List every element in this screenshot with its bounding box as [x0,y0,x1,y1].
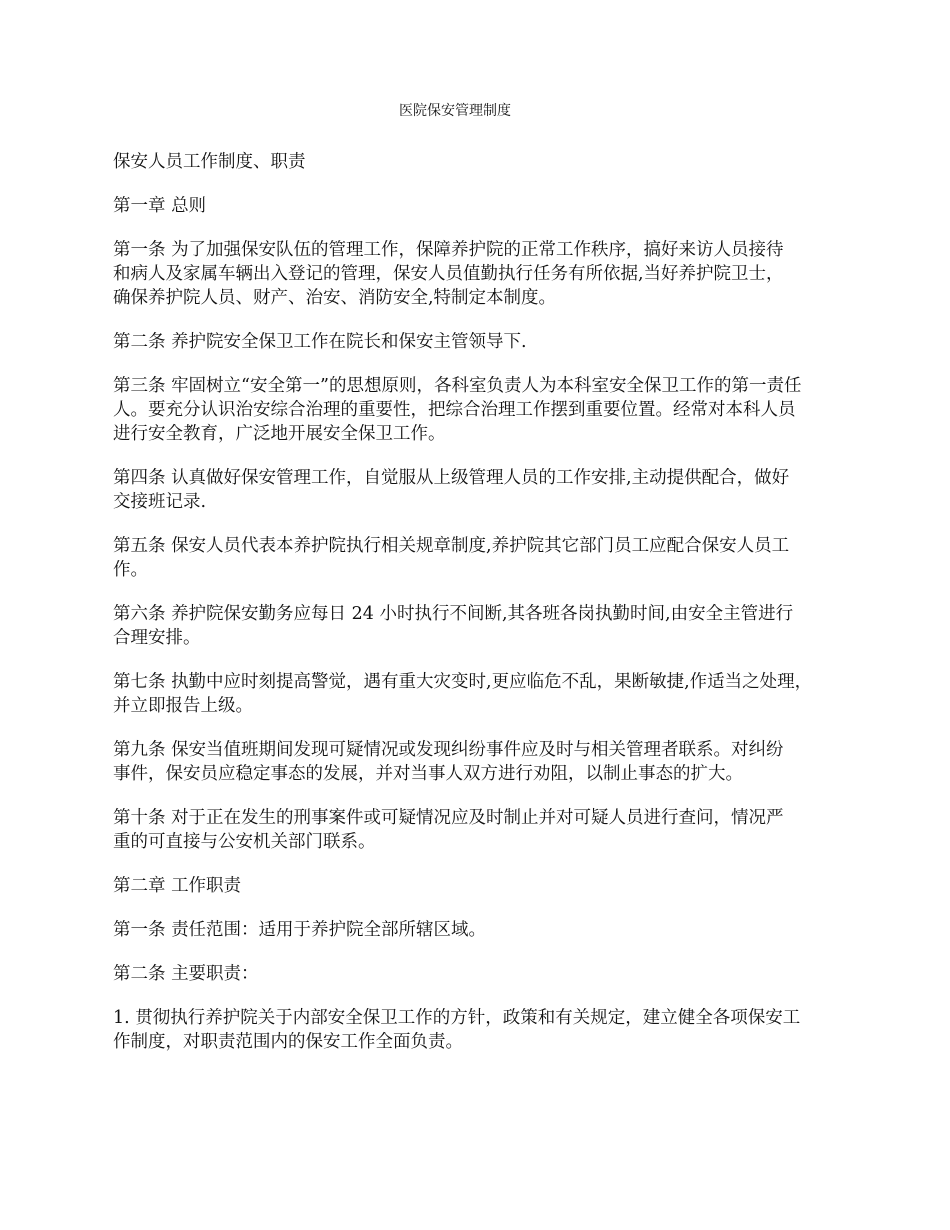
paragraph [113,602,853,650]
document-title: 医院保安管理制度 [399,103,511,119]
paragraph [113,238,853,310]
paragraph [113,738,853,786]
paragraph [113,374,853,446]
paragraph-line: 交接班记录. [113,492,207,512]
paragraph-line: 第二条 养护院安全保卫工作在院长和保安主管领导下. [113,332,527,352]
document-body [113,150,853,1074]
paragraph-line: 保安人员工作制度、职责 [113,152,306,172]
paragraph-line: 第一章 总则 [113,196,207,216]
paragraph [113,874,853,898]
paragraph-line: 和病人及家属车辆出入登记的管理，保安人员值勤执行任务有所依据,当好养护院卫士， [113,264,784,284]
paragraph-line: 第五条 保安人员代表本养护院执行相关规章制度,养护院其它部门员工应配合保安人员工 [113,536,790,556]
paragraph [113,806,853,854]
paragraph-line: 第四条 认真做好保安管理工作，自觉服从上级管理人员的工作安排,主动提供配合，做好 [113,468,790,488]
paragraph [113,466,853,514]
paragraph [113,194,853,218]
paragraph [113,150,853,174]
paragraph-line: 人。要充分认识治安综合治理的重要性，把综合治理工作摆到重要位置。经常对本科人员 [113,400,796,420]
paragraph-line: 重的可直接与公安机关部门联系。 [113,832,376,852]
paragraph-line: 第七条 执勤中应时刻提高警觉，遇有重大灾变时,更应临危不乱，果断敏捷,作适当之处理， [113,672,813,692]
paragraph-line: 并立即报告上级。 [113,696,253,716]
paragraph-line: 第二章 工作职责 [113,876,242,896]
paragraph-line: 作制度，对职责范围内的保安工作全面负责。 [113,1032,463,1052]
paragraph-line: 作。 [113,560,148,580]
paragraph [113,1006,853,1054]
paragraph [113,670,853,718]
paragraph-line: 第一条 为了加强保安队伍的管理工作，保障养护院的正常工作秩序，搞好来访人员接待 [113,240,784,260]
paragraph-line: 第一条 责任范围：适用于养护院全部所辖区域。 [113,920,487,940]
paragraph [113,534,853,582]
paragraph-line: 第六条 养护院保安勤务应每日 24 小时执行不间断,其各班各岗执勤时间,由安全主管进行 [113,604,794,624]
paragraph [113,330,853,354]
paragraph-line: 事件，保安员应稳定事态的发展，并对当事人双方进行劝阻，以制止事态的扩大。 [113,764,743,784]
paragraph-line: 第二条 主要职责： [113,964,259,984]
paragraph-line: 进行安全教育，广泛地开展安全保卫工作。 [113,424,446,444]
paragraph-line: 合理安排。 [113,628,201,648]
paragraph [113,918,853,942]
paragraph [113,962,853,986]
paragraph-line: 第九条 保安当值班期间发现可疑情况或发现纠纷事件应及时与相关管理者联系。对纠纷 [113,740,784,760]
paragraph-line: 第十条 对于正在发生的刑事案件或可疑情况应及时制止并对可疑人员进行查问，情况严 [113,808,784,828]
paragraph-line: 确保养护院人员、财产、治安、消防安全,特制定本制度。 [113,288,557,308]
paragraph-line: 1. 贯彻执行养护院关于内部安全保卫工作的方针，政策和有关规定，建立健全各项保安工 [113,1008,801,1028]
paragraph-line: 第三条 牢固树立“安全第一”的思想原则，各科室负责人为本科室安全保卫工作的第一责任 [113,376,802,396]
